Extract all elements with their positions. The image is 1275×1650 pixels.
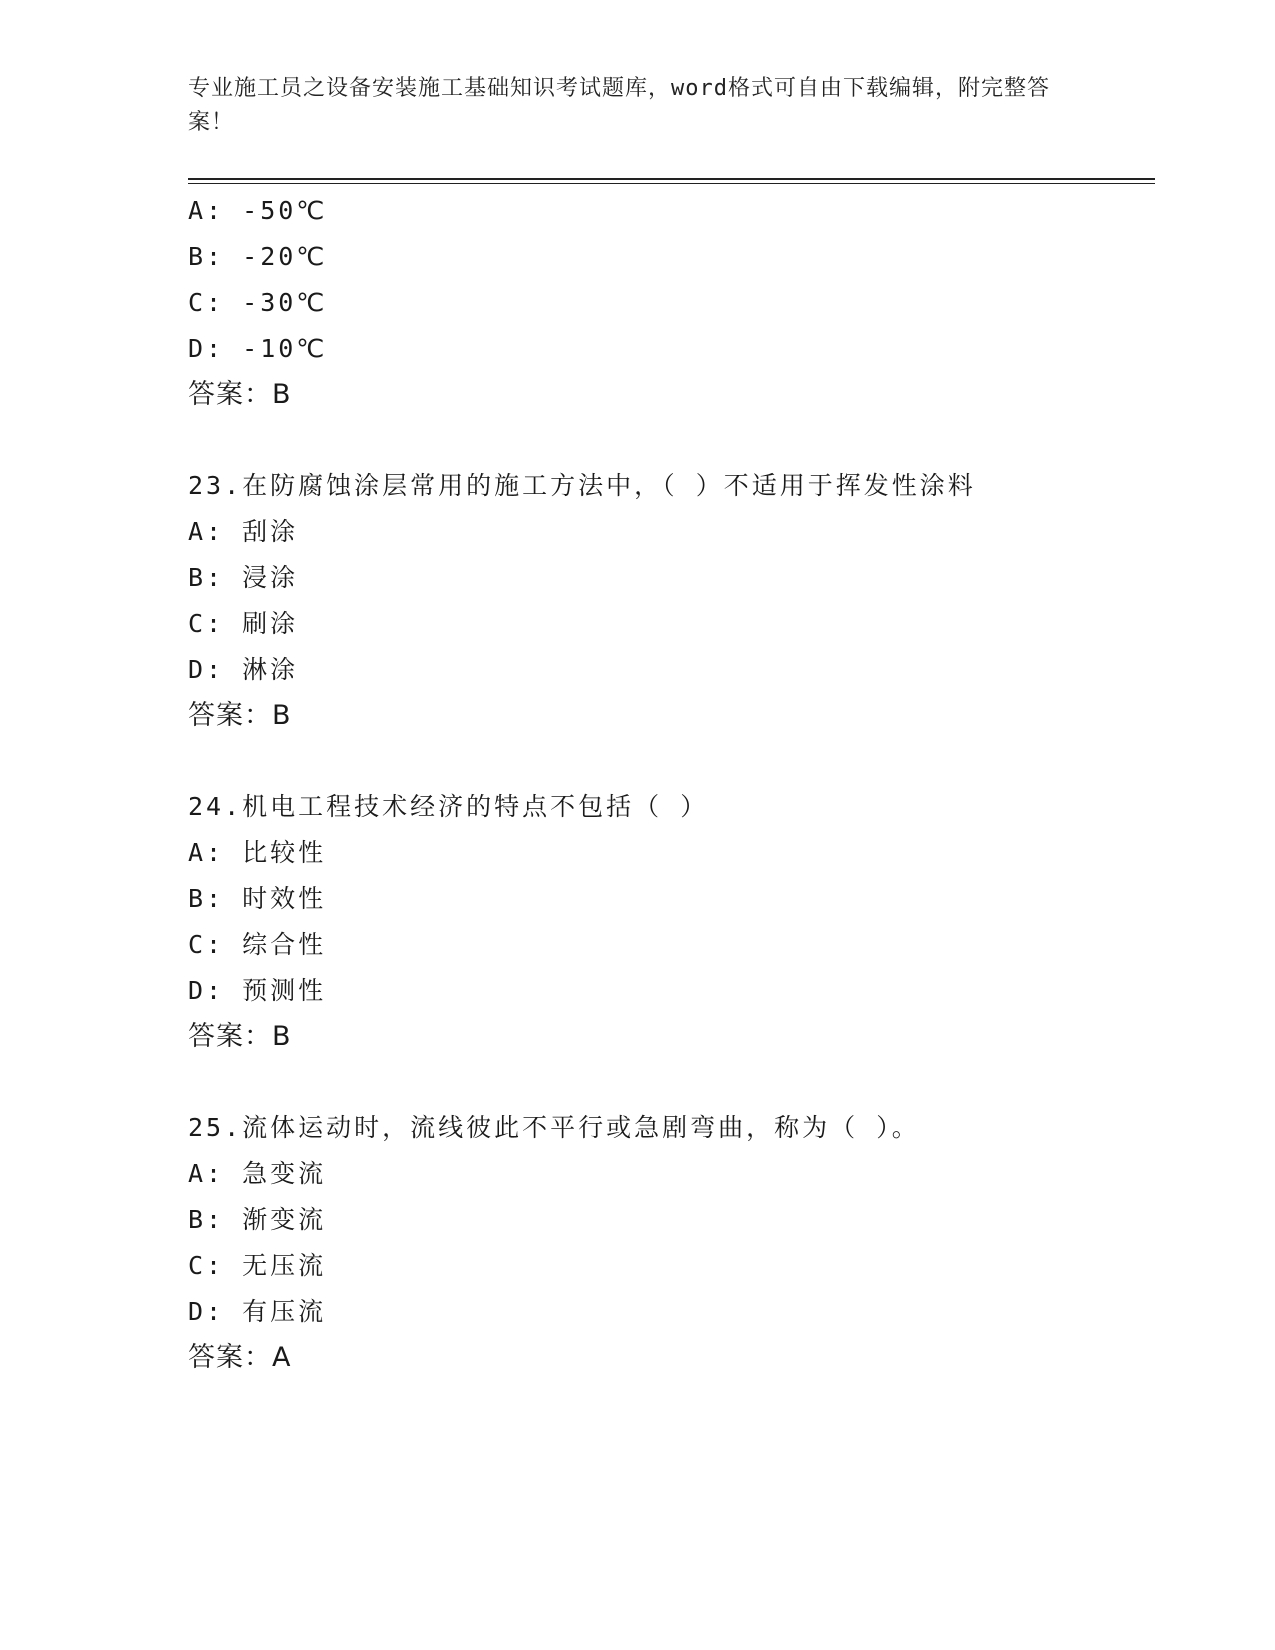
document-header: 专业施工员之设备安装施工基础知识考试题库，word格式可自由下载编辑，附完整答案！ [188,76,1050,135]
header-rule-thin [188,183,1155,184]
option-c: C: 刷涂 [188,609,299,638]
header-rule-thick [188,178,1155,180]
question-stem: 24.机电工程技术经济的特点不包括（ ） [188,792,709,821]
answer-line: 答案：B [188,379,292,410]
option-c: C: 综合性 [188,930,327,959]
option-c: C: -30℃ [188,288,328,317]
question-block-23 [188,463,1155,739]
option-a: A: -50℃ [188,196,328,225]
option-d: D: 预测性 [188,976,327,1005]
option-d: D: 淋涂 [188,655,299,684]
option-d: D: -10℃ [188,334,328,363]
question-list [188,188,1155,1381]
option-b: B: 浸涂 [188,563,299,592]
option-b: B: 渐变流 [188,1205,327,1234]
question-block-25 [188,1105,1155,1381]
question-block-partial [188,188,1155,418]
option-d: D: 有压流 [188,1297,327,1326]
option-c: C: 无压流 [188,1251,327,1280]
option-a: A: 刮涂 [188,517,299,546]
option-a: A: 比较性 [188,838,327,867]
option-b: B: 时效性 [188,884,327,913]
answer-line: 答案：B [188,700,292,731]
question-stem: 23.在防腐蚀涂层常用的施工方法中，（ ）不适用于挥发性涂料 [188,471,976,500]
question-stem: 25.流体运动时，流线彼此不平行或急剧弯曲，称为（ ）。 [188,1113,920,1142]
option-b: B: -20℃ [188,242,328,271]
answer-line: 答案：A [188,1342,292,1373]
option-a: A: 急变流 [188,1159,327,1188]
answer-line: 答案：B [188,1021,292,1052]
question-block-24 [188,784,1155,1060]
